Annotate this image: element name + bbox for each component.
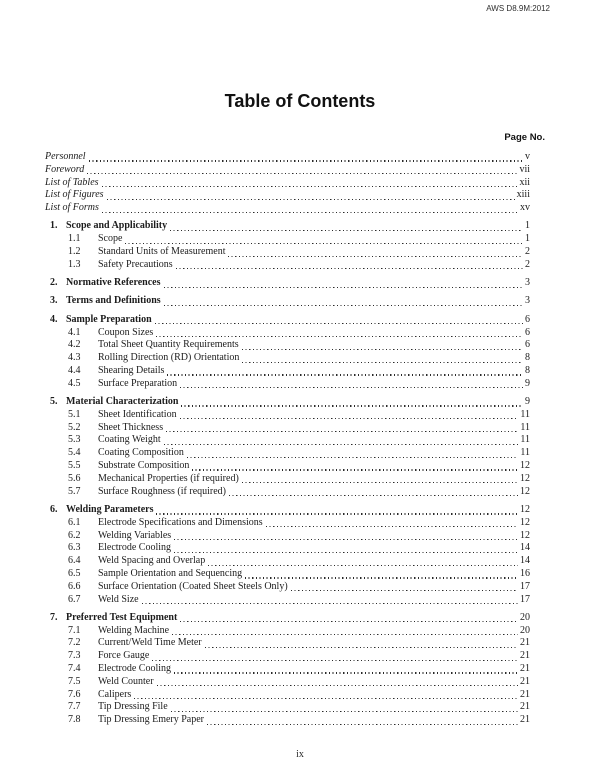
subsection-page: 11 [520, 421, 530, 433]
subsection-number: 7.6 [68, 688, 81, 700]
section-page: 9 [525, 396, 530, 408]
subsection-page: 17 [520, 580, 530, 592]
toc-subsection-entry [45, 555, 530, 568]
dotted-leader [291, 590, 518, 591]
dotted-leader [172, 634, 518, 635]
section-number: 1. [50, 220, 58, 232]
toc-entry-label: List of Forms [45, 202, 99, 214]
toc-subsection-entry [45, 434, 530, 447]
toc-subsection-entry [45, 714, 530, 727]
section-title: Scope and Applicability [66, 220, 168, 232]
dotted-leader [242, 349, 523, 350]
subsection-title: Weld Spacing and Overlap [98, 555, 206, 567]
toc-entry-page: xii [519, 176, 530, 188]
subsection-page: 21 [520, 701, 530, 713]
page-number-footer: ix [296, 749, 304, 760]
section-page: 1 [525, 220, 530, 232]
toc-front-matter-entry [45, 177, 530, 190]
subsection-title: Electrode Specifications and Dimensions [98, 516, 263, 528]
section-number: 4. [50, 313, 58, 325]
toc-section-group [45, 277, 530, 290]
front-matter-list [45, 151, 530, 215]
toc-subsection-entry [45, 447, 530, 460]
dotted-leader [242, 482, 518, 483]
subsection-number: 7.4 [68, 662, 81, 674]
subsection-title: Sheet Thickness [98, 421, 164, 433]
dotted-leader [125, 243, 523, 244]
toc-entry-label: Personnel [45, 151, 86, 162]
dotted-leader [207, 724, 518, 725]
dotted-leader [187, 457, 519, 458]
subsection-number: 5.5 [68, 460, 81, 472]
dotted-leader [174, 552, 518, 553]
subsection-number: 5.6 [68, 472, 81, 484]
toc-entry-label: List of Figures [45, 189, 104, 201]
subsection-page: 11 [520, 408, 530, 420]
subsection-page: 2 [525, 246, 530, 258]
toc-entry-page: v [525, 151, 530, 162]
subsection-title: Electrode Cooling [98, 542, 172, 554]
subsection-title: Current/Weld Time Meter [98, 637, 202, 649]
toc-section-group [45, 396, 530, 498]
subsection-title: Weld Counter [98, 675, 154, 687]
subsection-page: 6 [525, 326, 530, 338]
dotted-leader [107, 199, 515, 200]
dotted-leader [157, 685, 518, 686]
subsection-page: 21 [520, 650, 530, 662]
toc-section-entry [45, 612, 530, 625]
toc-section-entry [45, 277, 530, 290]
section-title: Welding Parameters [66, 503, 154, 515]
toc-subsection-entry [45, 460, 530, 473]
subsection-title: Tip Dressing File [98, 701, 168, 713]
toc-subsection-entry [45, 409, 530, 422]
subsection-page: 11 [520, 434, 530, 446]
subsection-page: 12 [520, 472, 530, 484]
toc-subsection-entry [45, 568, 530, 581]
section-page: 3 [525, 277, 530, 289]
toc-section-entry [45, 396, 530, 409]
subsection-title: Electrode Cooling [98, 662, 172, 674]
subsection-number: 7.7 [68, 701, 81, 713]
section-page: 12 [520, 503, 530, 515]
subsection-page: 17 [520, 593, 530, 605]
toc-subsection-entry [45, 422, 530, 435]
toc-subsection-entry [45, 594, 530, 607]
subsection-number: 4.1 [68, 326, 81, 338]
section-number: 7. [50, 611, 58, 623]
subsection-number: 4.5 [68, 377, 81, 389]
subsection-number: 5.4 [68, 447, 81, 459]
subsection-title: Surface Roughness (if required) [98, 485, 227, 497]
subsection-page: 12 [520, 516, 530, 528]
section-title: Terms and Definitions [66, 295, 161, 307]
section-title: Sample Preparation [66, 313, 152, 325]
subsection-number: 6.5 [68, 567, 81, 579]
toc-subsection-entry [45, 542, 530, 555]
subsection-page: 8 [525, 352, 530, 364]
subsection-title: Scope [98, 233, 123, 245]
section-page: 3 [525, 295, 530, 307]
subsection-title: Standard Units of Measurement [98, 246, 226, 258]
dotted-leader [180, 418, 519, 419]
subsection-number: 6.4 [68, 555, 81, 567]
toc-section-group [45, 314, 530, 391]
subsection-title: Substrate Composition [98, 460, 190, 472]
dotted-leader [156, 336, 523, 337]
subsection-page: 21 [520, 714, 530, 726]
subsection-number: 7.2 [68, 637, 81, 649]
dotted-leader [174, 672, 518, 673]
subsection-title: Coating Composition [98, 447, 184, 459]
subsection-title: Welding Machine [98, 624, 170, 636]
subsection-page: 9 [525, 377, 530, 389]
subsection-page: 8 [525, 364, 530, 376]
dotted-leader [229, 495, 518, 496]
subsection-number: 1.3 [68, 258, 81, 270]
dotted-leader [102, 186, 518, 187]
document-reference: AWS D8.9M:2012 [486, 4, 550, 13]
dotted-leader [171, 711, 518, 712]
subsection-page: 16 [520, 567, 530, 579]
dotted-leader [87, 173, 517, 174]
toc-subsection-entry [45, 339, 530, 352]
subsection-page: 12 [520, 529, 530, 541]
dotted-leader [155, 323, 523, 324]
dotted-leader [266, 526, 518, 527]
dotted-leader [89, 160, 523, 161]
subsection-number: 5.3 [68, 434, 81, 446]
toc-entry-page: xiii [516, 189, 530, 201]
toc-entry-page: xv [520, 202, 530, 214]
section-number: 3. [50, 295, 58, 307]
subsection-page: 21 [520, 688, 530, 700]
toc-subsection-entry [45, 650, 530, 663]
toc-subsection-entry [45, 327, 530, 340]
subsection-page: 1 [525, 233, 530, 245]
sections-list [45, 220, 530, 726]
toc-subsection-entry [45, 259, 530, 272]
page-title: Table of Contents [224, 91, 376, 111]
toc-subsection-entry [45, 676, 530, 689]
toc-subsection-entry [45, 663, 530, 676]
subsection-number: 5.2 [68, 421, 81, 433]
dotted-leader [192, 469, 518, 470]
subsection-page: 21 [520, 637, 530, 649]
subsection-number: 5.7 [68, 485, 81, 497]
dotted-leader [152, 660, 518, 661]
subsection-number: 1.2 [68, 246, 81, 258]
toc-subsection-entry [45, 625, 530, 638]
toc-front-matter-entry [45, 151, 530, 164]
section-title: Normative References [66, 277, 161, 289]
subsection-number: 7.3 [68, 650, 81, 662]
toc-subsection-entry [45, 473, 530, 486]
dotted-leader [181, 405, 523, 406]
dotted-leader [228, 256, 523, 257]
section-title: Preferred Test Equipment [66, 611, 178, 623]
toc-subsection-entry [45, 233, 530, 246]
subsection-page: 14 [520, 542, 530, 554]
subsection-title: Total Sheet Quantity Requirements [98, 339, 239, 351]
toc-subsection-entry [45, 517, 530, 530]
toc-subsection-entry [45, 365, 530, 378]
subsection-title: Surface Orientation (Coated Sheet Steels Only) [98, 580, 288, 592]
subsection-page: 21 [520, 675, 530, 687]
subsection-title: Weld Size [98, 593, 139, 605]
subsection-page: 6 [525, 339, 530, 351]
toc-section-group [45, 295, 530, 308]
dotted-leader [245, 577, 518, 578]
toc-subsection-entry [45, 352, 530, 365]
dotted-leader [156, 513, 518, 514]
table-of-contents [45, 151, 530, 727]
subsection-title: Mechanical Properties (if required) [98, 472, 239, 484]
toc-front-matter-entry [45, 189, 530, 202]
subsection-page: 11 [520, 447, 530, 459]
toc-front-matter-entry [45, 164, 530, 177]
toc-subsection-entry [45, 246, 530, 259]
toc-section-entry [45, 220, 530, 233]
section-number: 6. [50, 503, 58, 515]
subsection-title: Sheet Identification [98, 408, 177, 420]
toc-entry-label: Foreword [45, 163, 85, 175]
dotted-leader [205, 647, 518, 648]
subsection-number: 5.1 [68, 408, 81, 420]
toc-subsection-entry [45, 701, 530, 714]
subsection-title: Coupon Sizes [98, 326, 154, 338]
subsection-number: 4.2 [68, 339, 81, 351]
dotted-leader [166, 431, 518, 432]
dotted-leader [180, 387, 523, 388]
page-no-column-label: Page No. [504, 132, 545, 143]
section-number: 2. [50, 277, 58, 289]
subsection-title: Coating Weight [98, 434, 161, 446]
section-page: 20 [520, 611, 530, 623]
toc-section-entry [45, 504, 530, 517]
subsection-number: 6.6 [68, 580, 81, 592]
toc-subsection-entry [45, 378, 530, 391]
subsection-title: Calipers [98, 688, 132, 700]
toc-section-entry [45, 295, 530, 308]
dotted-leader [142, 603, 518, 604]
subsection-page: 20 [520, 624, 530, 636]
subsection-title: Surface Preparation [98, 377, 178, 389]
toc-entry-page: vii [519, 163, 530, 175]
toc-subsection-entry [45, 530, 530, 543]
toc-section-entry [45, 314, 530, 327]
subsection-number: 6.2 [68, 529, 81, 541]
section-number: 5. [50, 396, 58, 408]
subsection-title: Sample Orientation and Sequencing [98, 567, 243, 579]
subsection-number: 7.8 [68, 714, 81, 726]
subsection-number: 4.4 [68, 364, 81, 376]
subsection-title: Welding Variables [98, 529, 172, 541]
toc-subsection-entry [45, 637, 530, 650]
subsection-page: 14 [520, 555, 530, 567]
dotted-leader [102, 212, 518, 213]
subsection-page: 21 [520, 662, 530, 674]
dotted-leader [174, 539, 518, 540]
subsection-title: Rolling Direction (RD) Orientation [98, 352, 240, 364]
dotted-leader [134, 698, 518, 699]
dotted-leader [167, 374, 523, 375]
subsection-number: 7.5 [68, 675, 81, 687]
subsection-title: Shearing Details [98, 364, 165, 376]
subsection-title: Tip Dressing Emery Paper [98, 714, 205, 726]
dotted-leader [164, 287, 524, 288]
toc-subsection-entry [45, 689, 530, 702]
subsection-number: 6.7 [68, 593, 81, 605]
subsection-page: 12 [520, 460, 530, 472]
subsection-number: 4.3 [68, 352, 81, 364]
dotted-leader [180, 621, 518, 622]
subsection-number: 7.1 [68, 624, 81, 636]
dotted-leader [208, 565, 518, 566]
subsection-page: 12 [520, 485, 530, 497]
toc-section-group [45, 504, 530, 606]
subsection-page: 2 [525, 258, 530, 270]
subsection-title: Force Gauge [98, 650, 150, 662]
dotted-leader [176, 268, 523, 269]
dotted-leader [170, 230, 523, 231]
toc-entry-label: List of Tables [45, 176, 99, 188]
toc-subsection-entry [45, 486, 530, 499]
subsection-number: 6.1 [68, 516, 81, 528]
toc-section-group [45, 612, 530, 727]
toc-section-group [45, 220, 530, 271]
section-page: 6 [525, 313, 530, 325]
subsection-number: 1.1 [68, 233, 81, 245]
dotted-leader [242, 362, 523, 363]
dotted-leader [164, 305, 523, 306]
toc-front-matter-entry [45, 202, 530, 215]
dotted-leader [164, 444, 519, 445]
section-title: Material Characterization [66, 396, 179, 408]
subsection-title: Safety Precautions [98, 258, 173, 270]
subsection-number: 6.3 [68, 542, 81, 554]
toc-subsection-entry [45, 581, 530, 594]
